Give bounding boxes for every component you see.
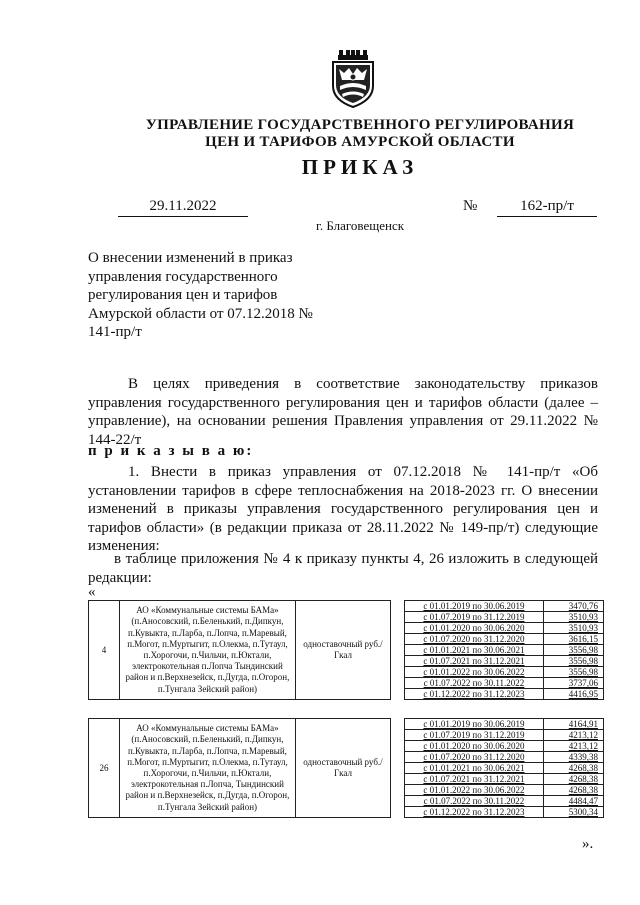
value-cell: 4484,47	[543, 796, 603, 807]
value-cell: 3616,15	[543, 634, 603, 645]
number-sign: №	[463, 198, 478, 214]
value-cell: 3556,98	[543, 656, 603, 667]
period-cell: с 01.01.2022 по 30.06.2022	[405, 785, 544, 796]
quote-open: «	[88, 584, 96, 600]
period-cell: с 01.01.2022 по 30.06.2022	[405, 667, 544, 678]
order-date: 29.11.2022	[118, 198, 248, 217]
tariff-table-row-4	[88, 600, 604, 700]
period-cell: с 01.07.2021 по 31.12.2021	[405, 774, 544, 785]
tariff-kind-cell: одноставочный руб./Гкал	[295, 719, 390, 818]
period-cell: с 01.12.2022 по 31.12.2023	[405, 689, 544, 700]
organization-cell: АО «Коммунальные системы БАМа» (п.Аносовский, п.Беленький, п.Дипкун, п.Кувыкта, п.Ларба, п.Лопча, п.Маревый, п.Могот, п.Муртыгит, п.Олекма, п.Тутаул, п.Хорогочи, п.Чильчи, п.Юктали, электрокотельная п.Лопча Тындинский район и п.Верхнезейск, п.Дугда, п.Огорон, п.Тунгала Зейский район)	[120, 601, 296, 700]
value-cell: 4339,38	[543, 752, 603, 763]
period-cell: с 01.07.2022 по 30.11.2022	[405, 678, 544, 689]
document-title: ПРИКАЗ	[301, 155, 419, 179]
item-1-paragraph: 1. Внести в приказ управления от 07.12.2018 № 141-пр/т «Об установлении тарифов в сфере теплоснабжения на 2018-2023 гг. О внесении изменений в приказы управления государственного регулирования цен и тарифов области» (в редакции приказа от 28.11.2022 № 149-пр/т) следующие изменения:	[88, 464, 598, 554]
row-number: 4	[89, 601, 120, 700]
preamble-paragraph: В целях приведения в соответствие законодательству приказов управления государственного регулирования цен и тарифов области (далее – управление), на основании решения Правления управления от 29.11.2022 № 144-22/т	[88, 376, 598, 448]
item-1-sub-paragraph: в таблице приложения № 4 к приказу пункты 4, 26 изложить в следующей редакции:	[88, 551, 598, 586]
city: г. Благовещенск	[315, 218, 405, 233]
period-cell: с 01.07.2019 по 31.12.2019	[405, 612, 544, 623]
tariff-table-row-26	[88, 718, 604, 818]
period-cell: с 01.07.2020 по 31.12.2020	[405, 752, 544, 763]
period-cell: с 01.01.2020 по 30.06.2020	[405, 623, 544, 634]
period-cell: с 01.07.2021 по 31.12.2021	[405, 656, 544, 667]
period-cell: с 01.07.2022 по 30.11.2022	[405, 796, 544, 807]
value-cell: 4213,12	[543, 730, 603, 741]
decree-heading: п р и к а з ы в а ю:	[88, 443, 254, 459]
value-cell: 3470,76	[543, 601, 603, 612]
value-cell: 3510,93	[543, 623, 603, 634]
period-cell: с 01.07.2020 по 31.12.2020	[405, 634, 544, 645]
tariff-kind-cell: одноставочный руб./Гкал	[295, 601, 390, 700]
value-cell: 3556,98	[543, 667, 603, 678]
period-cell: с 01.01.2021 по 30.06.2021	[405, 763, 544, 774]
value-cell: 3556,98	[543, 645, 603, 656]
value-cell: 4164,91	[543, 719, 603, 730]
period-cell: с 01.01.2019 по 30.06.2019	[405, 601, 544, 612]
period-cell: с 01.12.2022 по 31.12.2023	[405, 807, 544, 818]
order-number: 162-пр/т	[497, 198, 597, 217]
period-cell: с 01.01.2020 по 30.06.2020	[405, 741, 544, 752]
value-cell: 3510,93	[543, 612, 603, 623]
value-cell: 4268,38	[543, 774, 603, 785]
value-cell: 3737,06	[543, 678, 603, 689]
period-cell: с 01.01.2021 по 30.06.2021	[405, 645, 544, 656]
period-cell: с 01.01.2019 по 30.06.2019	[405, 719, 544, 730]
value-cell: 4416,95	[543, 689, 603, 700]
organization-cell: АО «Коммунальные системы БАМа» (п.Аносовский, п.Беленький, п.Дипкун, п.Кувыкта, п.Ларба, п.Лопча, п.Маревый, п.Могот, п.Муртыгит, п.Олекма, п.Тутаул, п.Хорогочи, п.Чильчи, п.Юктали, электрокотельная п.Лопча, Тындинский район и п.Верхнезейск, п.Дугда, п.Огорон, п.Тунгала Зейский район)	[120, 719, 296, 818]
org-name-line1: УПРАВЛЕНИЕ ГОСУДАРСТВЕННОГО РЕГУЛИРОВАНИЯ	[145, 117, 575, 133]
coat-of-arms-icon	[330, 50, 376, 108]
row-number: 26	[89, 719, 120, 818]
order-subject: О внесении изменений в приказ управления государственного регулирования цен и тарифов Амурской области от 07.12.2018 № 141-пр/т	[88, 250, 313, 341]
quote-close: ».	[582, 836, 594, 852]
gap-cell	[391, 719, 405, 818]
value-cell: 5300,34	[543, 807, 603, 818]
value-cell: 4268,38	[543, 785, 603, 796]
gap-cell	[391, 601, 405, 700]
period-cell: с 01.07.2019 по 31.12.2019	[405, 730, 544, 741]
value-cell: 4213,12	[543, 741, 603, 752]
value-cell: 4268,38	[543, 763, 603, 774]
org-name-line2: ЦЕН И ТАРИФОВ АМУРСКОЙ ОБЛАСТИ	[205, 134, 515, 150]
